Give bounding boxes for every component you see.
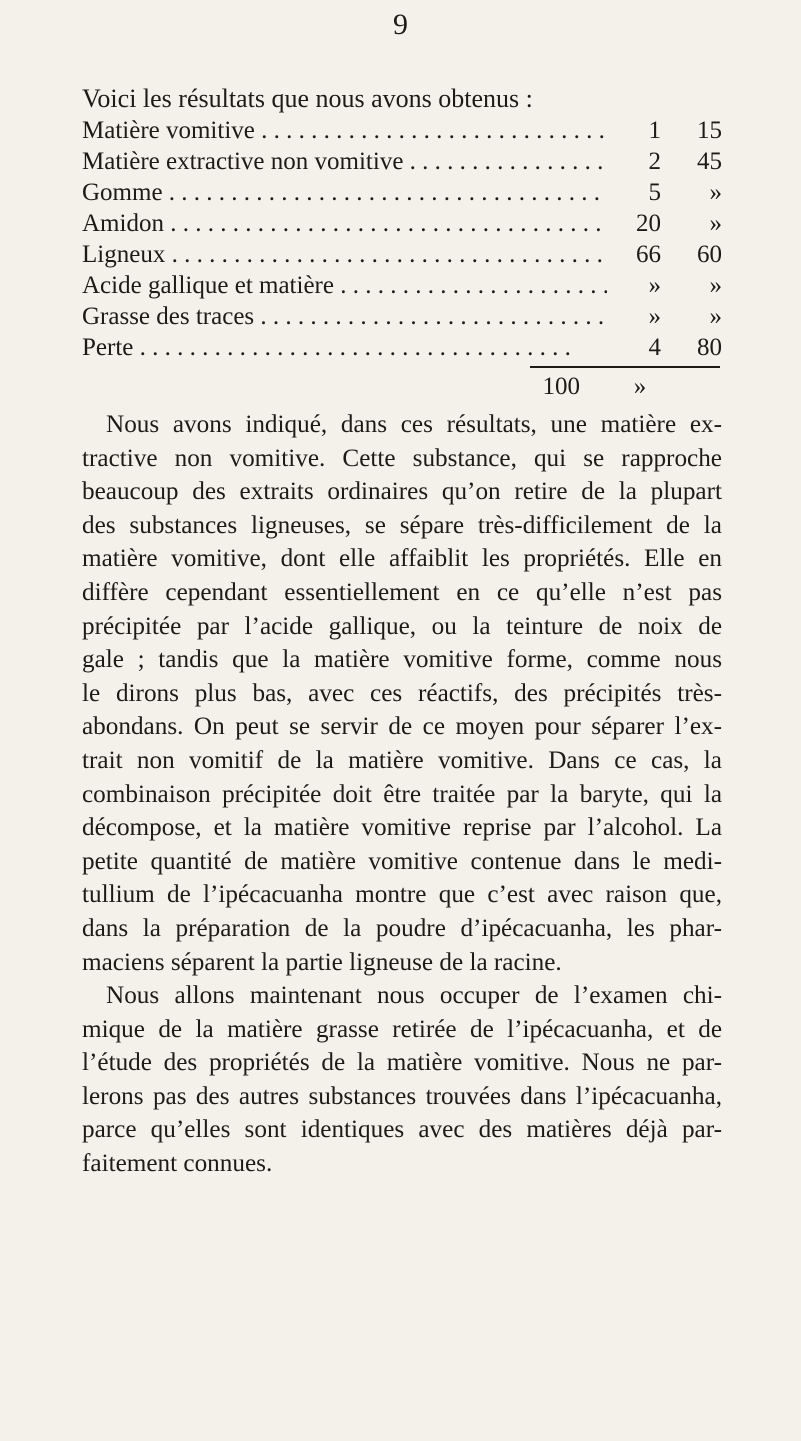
results-row (82, 301, 722, 332)
body-text (82, 408, 722, 1181)
row-label: Ligneux . . . (82, 239, 622, 270)
text-line: trait non vomitif de la matière vomitive. Dans ce cas, la (82, 746, 722, 774)
total-rule (530, 366, 720, 368)
text-line: gale ; tandis que la matière vomitive forme, comme nous (82, 646, 722, 674)
text-line: maciens séparent la partie ligneuse de la racine. (82, 948, 562, 976)
text-line: diffère cependant essentiellement en ce qu’elle n’est pas (82, 578, 722, 606)
total-secondary: » (633, 373, 647, 400)
row-value-secondary: » (709, 210, 722, 237)
row-value-primary: » (607, 301, 661, 332)
row-value-primary: 66 (607, 239, 661, 270)
text-line: Nous avons indiqué, dans ces résultats, une matière ex- (106, 411, 722, 438)
row-label: Matière extractive non vomitive . . . (82, 146, 622, 177)
text-line: parce qu’elles sont identiques avec des matières déjà par- (82, 1116, 722, 1144)
text-line: Nous allons maintenant nous occuper de l’examen chi- (106, 982, 722, 1010)
row-value-secondary: 80 (697, 334, 722, 361)
row-value-primary: 20 (607, 208, 661, 239)
row-value-secondary: 45 (697, 148, 722, 175)
text-line: l’étude des propriétés de la matière vomitive. Nous ne par- (82, 1049, 722, 1077)
row-value-secondary: » (709, 272, 722, 299)
paragraph (82, 408, 722, 979)
row-label: Grasse des traces . . . (82, 301, 622, 332)
results-table (82, 115, 722, 363)
text-line: faitement connues. (82, 1150, 273, 1178)
text-line: combinaison précipitée doit être traitée par la baryte, qui la (82, 780, 722, 808)
text-line: lerons pas des autres substances trouvées dans l’ipécacuanha, (82, 1082, 722, 1110)
row-value-primary: 4 (607, 332, 661, 363)
results-row (82, 270, 722, 301)
row-label: Gomme . . . (82, 177, 622, 208)
text-line: des substances ligneuses, se sépare très-difficilement de la (82, 511, 722, 539)
text-line: mique de la matière grasse retirée de l’ipécacuanha, et de (82, 1015, 722, 1043)
row-value-primary: » (607, 270, 661, 301)
row-value-primary: 2 (607, 146, 661, 177)
row-label: Amidon . . . (82, 208, 622, 239)
row-value-primary: 1 (607, 115, 661, 146)
page-number: 9 (393, 8, 408, 41)
text-line: beaucoup des extraits ordinaires qu’on retire de la plupart (82, 478, 722, 506)
row-label: Acide gallique et matière . . . (82, 270, 622, 301)
row-value-secondary: » (709, 303, 722, 330)
results-row (82, 208, 722, 239)
paragraph (82, 979, 722, 1181)
text-line: dans la préparation de la poudre d’ipécacuanha, les phar- (82, 914, 722, 942)
intro-sentence: Voici les résultats que nous avons obtenus : (82, 84, 533, 113)
row-label: Perte . . . (82, 332, 622, 363)
results-row (82, 146, 722, 177)
results-row (82, 177, 722, 208)
row-value-secondary: » (709, 179, 722, 206)
text-line: tractive non vomitive. Cette substance, qui se rapproche (82, 444, 722, 472)
row-value-secondary: 60 (697, 241, 722, 268)
text-line: tullium de l’ipécacuanha montre que c’est avec raison que, (82, 881, 722, 909)
text-line: matière vomitive, dont elle affaiblit les propriétés. Elle en (82, 545, 722, 573)
results-row (82, 115, 722, 146)
row-value-secondary: 15 (697, 117, 722, 144)
results-row (82, 239, 722, 270)
text-line: abondans. On peut se servir de ce moyen pour séparer l’ex- (82, 713, 722, 741)
row-label: Matière vomitive . . . (82, 115, 622, 146)
text-line: petite quantité de matière vomitive contenue dans le medi- (82, 847, 722, 875)
text-line: précipitée par l’acide gallique, ou la teinture de noix de (82, 612, 722, 640)
text-line: décompose, et la matière vomitive reprise par l’alcohol. La (82, 814, 722, 842)
results-row (82, 332, 722, 363)
row-value-primary: 5 (607, 177, 661, 208)
total-primary: 100 (542, 373, 580, 400)
text-line: le dirons plus bas, avec ces réactifs, des précipités très- (82, 679, 722, 707)
